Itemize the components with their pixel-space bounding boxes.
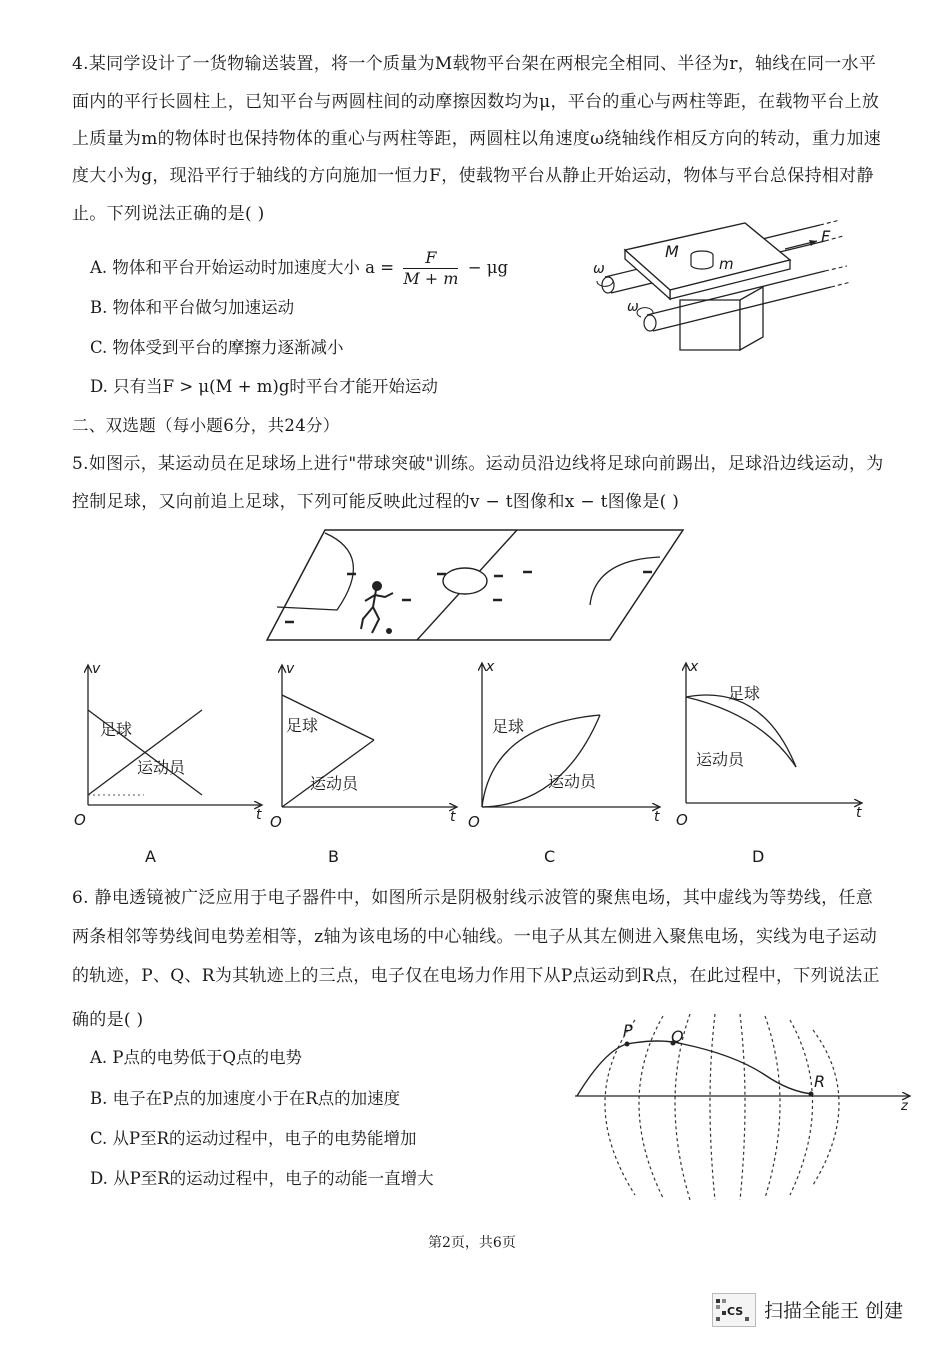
q4-object-m-body	[691, 255, 713, 269]
q5-graph-d-origin: O	[676, 811, 688, 829]
q5-graph-c	[468, 659, 660, 866]
q4-option-a-prefix: A. 物体和平台开始运动时加速度大小 a =	[90, 258, 395, 277]
scanner-logo-icon	[713, 1294, 755, 1326]
q4-platform-figure	[585, 205, 855, 360]
q5-line-1: 5.如图示，某运动员在足球场上进行"带球突破"训练。运动员沿边线将足球向前踢出，足球沿边线运动，为	[72, 454, 884, 474]
q4-label-omega-front: ω	[627, 299, 639, 315]
q6-label-R: R	[814, 1072, 826, 1091]
q5-graph-b-label-ball: 足球	[286, 716, 319, 735]
q5-graph-b-label-player: 运动员	[310, 774, 359, 793]
q5-ball	[386, 628, 392, 634]
q6-label-P: P	[623, 1021, 633, 1040]
q4-option-b: B. 物体和平台做匀加速运动	[90, 298, 295, 317]
q6-point-P	[625, 1042, 630, 1047]
scanner-logo	[712, 1293, 756, 1327]
q5-graph-d	[676, 659, 862, 866]
scanner-watermark: 扫描全能王 创建	[764, 1300, 904, 1322]
q5-graph-d-y-axis: x	[690, 659, 699, 675]
q5-graph-b-x-axis: t	[450, 809, 456, 825]
q5-graph-c-y-axis: x	[486, 659, 495, 675]
section-2-heading: 二、双选题（每小题6分，共24分）	[72, 416, 340, 435]
q4-label-omega-back: ω	[593, 261, 605, 277]
q4-line-1: 4.某同学设计了一货物输送装置，将一个质量为M载物平台架在两根完全相同、半径为r，轴线在同一水平	[72, 54, 877, 74]
q6-point-R	[809, 1092, 814, 1097]
q6-option-c: C. 从P至R的运动过程中，电子的电势能增加	[90, 1129, 417, 1148]
scanner-logo-text: CS	[727, 1305, 744, 1318]
q5-graph-c-x-axis: t	[654, 809, 660, 825]
q5-graph-d-letter: D	[752, 847, 765, 866]
q5-graph-c-label-player: 运动员	[548, 772, 597, 791]
q5-graph-b	[270, 661, 457, 866]
q5-graph-d-x-axis: t	[856, 805, 862, 821]
q5-graph-a-label-ball: 足球	[100, 720, 133, 739]
q4-label-F: F	[821, 227, 831, 246]
q5-soccer-field-figure	[265, 525, 685, 647]
q4-line-3: 上质量为m的物体时也保持物体的重心与两柱等距，两圆柱以角速度ω绕轴线作相反方向的转动，重力加速	[72, 129, 882, 149]
q5-graph-b-letter: B	[328, 847, 339, 866]
q4-option-c: C. 物体受到平台的摩擦力逐渐减小	[90, 338, 344, 357]
q6-line-1: 6. 静电透镜被广泛应用于电子器件中，如图所示是阴极射线示波管的聚焦电场，其中虚线为等势线，任意	[72, 888, 874, 908]
q4-option-d: D. 只有当F > μ(M + m)g时平台才能开始运动	[90, 377, 438, 396]
q4-support-block-front	[680, 300, 740, 350]
q4-option-a-denominator: M + m	[403, 269, 459, 288]
q5-graph-b-y-axis: v	[286, 661, 295, 677]
q6-line-4: 确的是( )	[72, 1010, 144, 1030]
q6-option-a: A. P点的电势低于Q点的电势	[90, 1048, 303, 1067]
q5-graph-a-x-axis: t	[256, 807, 262, 823]
q5-graph-b-origin: O	[270, 813, 282, 831]
q5-graph-c-letter: C	[544, 847, 556, 866]
q5-graph-c-label-ball: 足球	[492, 717, 525, 736]
q5-center-circle	[443, 568, 487, 594]
q5-graph-a-origin: O	[74, 811, 86, 829]
q6-label-z: z	[901, 1099, 908, 1114]
q6-lens-figure	[565, 1010, 915, 1210]
q6-line-3: 的轨迹，P、Q、R为其轨迹上的三点，电子仅在电场力作用下从P点运动到R点，在此过程中，下列说法正	[72, 966, 880, 986]
q4-line-5: 止。下列说法正确的是( )	[72, 204, 265, 224]
q4-line-4: 度大小为g，现沿平行于轴线的方向施加一恒力F，使载物平台从静止开始运动，物体与平台总保持相对静	[72, 166, 874, 186]
q4-line-2: 面内的平行长圆柱上，已知平台与两圆柱间的动摩擦因数均为μ，平台的重心与两柱等距，在载物平台上放	[72, 92, 880, 112]
q5-graph-a-y-axis: v	[92, 661, 101, 677]
q4-support-block-side	[740, 287, 763, 350]
q6-option-b: B. 电子在P点的加速度小于在R点的加速度	[90, 1089, 401, 1108]
q5-graph-d-label-ball: 足球	[728, 684, 761, 703]
q4-option-a	[90, 248, 508, 289]
q6-line-2: 两条相邻等势线间电势差相等，z轴为该电场的中心轴线。一电子从其左侧进入聚焦电场，实线为电子运动	[72, 927, 878, 947]
q4-label-m: m	[719, 255, 734, 273]
q5-graph-a	[74, 661, 262, 866]
q6-option-d: D. 从P至R的运动过程中，电子的动能一直增大	[90, 1169, 434, 1188]
q5-graph-d-label-player: 运动员	[696, 750, 745, 769]
page-number: 第2页，共6页	[428, 1235, 516, 1251]
q5-graph-a-label-player: 运动员	[137, 758, 186, 777]
q4-label-M: M	[665, 242, 679, 261]
q4-option-a-fraction	[403, 248, 458, 289]
q5-line-2: 控制足球，又向前追上足球，下列可能反映此过程的v − t图像和x − t图像是( )	[72, 492, 680, 512]
q5-graph-c-origin: O	[468, 813, 480, 831]
q5-graph-a-letter: A	[145, 847, 156, 866]
q4-option-a-numerator: F	[403, 248, 458, 269]
q6-label-Q: Q	[671, 1027, 684, 1046]
q4-cylinder-front-end	[644, 315, 656, 331]
q5-graphs	[72, 655, 872, 870]
q4-option-a-suffix: − μg	[467, 258, 509, 277]
